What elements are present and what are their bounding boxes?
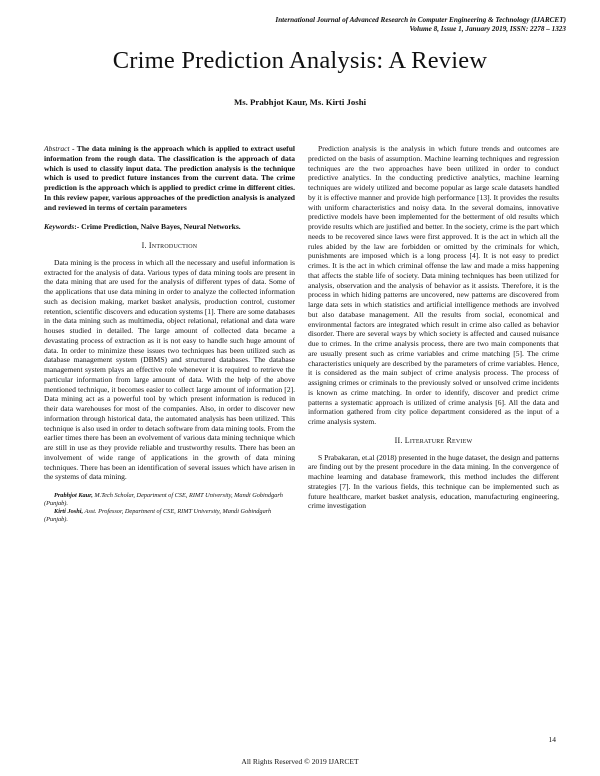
- journal-name: International Journal of Advanced Research in Computer Engineering & Technology (IJARCET): [275, 16, 566, 24]
- paper-title: Crime Prediction Analysis: A Review: [112, 47, 488, 74]
- footnote-author-1-text: M.Tech Scholar, Department of CSE, RIMT University, Mandi Gobindgarh (Punjab).: [44, 492, 283, 507]
- author-footnotes: [44, 492, 295, 524]
- keywords-label: Keywords: [44, 222, 75, 232]
- journal-header: [146, 16, 566, 34]
- copyright-footer: All Rights Reserved © 2019 IJARCET: [241, 757, 359, 766]
- section-heading-literature-review: II. Literature Review: [394, 435, 473, 445]
- abstract: [44, 144, 295, 212]
- prediction-analysis-paragraph: Prediction analysis is the analysis in which future trends and outcomes are predicted on the basis of assumption. Machine learning techniques and regression techniques are the two approaches have been utilized in order to conduct predictive analytics. In the conducting predictive analytics, machine learning techniques are widely utilized and become popular as large scale datasets handled by it is effective manner and provide high performance [13]. It provides the results with uniform characteristics and noisy data. In the several domains, innovative predictive models have been implemented for the betterment of old results which provide results which are justified and better. In the society, crime is the part which needs to be recovered since laws were first approved. It is the act in which all the rules abided by the law are forbidden or omitted by the criminals for which, punishments are imposed which is a long process [4]. It is not easy to predict crimes. It is the act in which criminal offense the law and made a miss happening that affects the stable life of society. Data mining techniques has been utilized for analysis, observation and the analysis of behavior as it assists. Therefore, it is the process in which hiding patterns are uncovered, new patterns are discovered from large data sets in which statistics and artificial intelligence methods are involved but also database management. All the results from social, economical and environmental factors are integrated which result in crime also called as behavior disorder. There are several ways by which society is affected and caused nuisance due to crimes. In the crime analysis process, there are two main components that are usually present such as crime variables and crime matching [5]. The crime characteristics uniquely are described by the parameters of crime variables. Hence, it is considered as the main subject of crime analysis process. The process of assigning crimes or criminals to the previously solved or unsolved crime incidents is known as crime matching. In order to identify, discover and predict crime patterns a systematic approach is utilized of crime analysis [6]. All the data and information gathered from city police department considered as the input of a crime analysis system.: [308, 144, 559, 426]
- keywords: [44, 222, 295, 232]
- page-number: 14: [548, 735, 556, 744]
- section-heading-introduction: I. Introduction: [141, 241, 198, 250]
- right-column: [308, 144, 559, 511]
- keywords-text: :- Crime Prediction, Naïve Bayes, Neural Networks.: [74, 222, 241, 232]
- journal-issue: Volume 8, Issue 1, January 2019, ISSN: 2278 – 1323: [409, 25, 566, 33]
- footnote-author-2-text: Asst. Professor, Department of CSE, RIMT University, Mandi Gobindgarh (Punjab).: [44, 508, 272, 523]
- footnote-author-2: [44, 508, 295, 524]
- abstract-label: Abstract: [44, 144, 70, 153]
- footnote-author-1-name: Prabhjot Kaur,: [54, 492, 93, 499]
- abstract-text: - The data mining is the approach which is applied to extract useful information from the rough data. The classification is the approach of data which is used to classify input data. The prediction analysis is the technique which is used to predict future instances from the current data. The crime prediction is the approach which is applied to predict crime in different cities. In this review paper, various approaches of the prediction analysis is analyzed and reviewed in terms of certain parameters: [44, 144, 295, 212]
- footnote-author-2-name: Kirti Joshi,: [54, 508, 84, 515]
- introduction-paragraph: Data mining is the process in which all the necessary and useful information is extracted for the analysis of data. Various types of data mining tools are present in the data mining that are used for the analysis of different types of data. Some of the applications that use data mining in order to analyze the collected information such as decision making, market basket analysis, production control, customer retention, scientific discovers and education systems [1]. There are some databases in the data mining such as multimedia, object relational, relational and data ware houses studied in detailed. The large amount of collected data became a devastating process of extraction as it is not easy to handle such huge amount of data. In order to minimize these issues two techniques has been utilized such as database management system (DBMS) and structured databases. The database management system plays an effective role whenever it is required to retrieve the particular information from large amount of data. With the help of the above mentioned technique, it becomes easier to collect large amount of information [2]. Data mining act as a powerful tool by which present information is reduced in their data warehouses for most of the companies. Also, in order to discover new information through historical data, the automated analysis has been utilized. This technique is also used in order to detach software from data mining tools. From the earlier times there has been an evolvement of various data mining technique which are still in use as they provide reliable and trustworthy results. There has been an involvement of wide range of applications in the growth of data mining techniques. There has been an identification of several issues which have arisen in the systems of data mining.: [44, 257, 295, 482]
- left-column: [44, 144, 295, 524]
- paper-authors: Ms. Prabhjot Kaur, Ms. Kirti Joshi: [233, 97, 367, 107]
- literature-review-paragraph: S Prabakaran, et.al (2018) presented in the huge dataset, the design and patterns are finding out by the present procedure in the data mining. In the convergence of machine learning and database framework, this method includes the different strategies [7]. In the various fields, this technique can be implemented such as future healthcare, market basket analysis, education, manufacturing engineering, crime investigation: [308, 452, 559, 511]
- footnote-author-1: [44, 492, 295, 508]
